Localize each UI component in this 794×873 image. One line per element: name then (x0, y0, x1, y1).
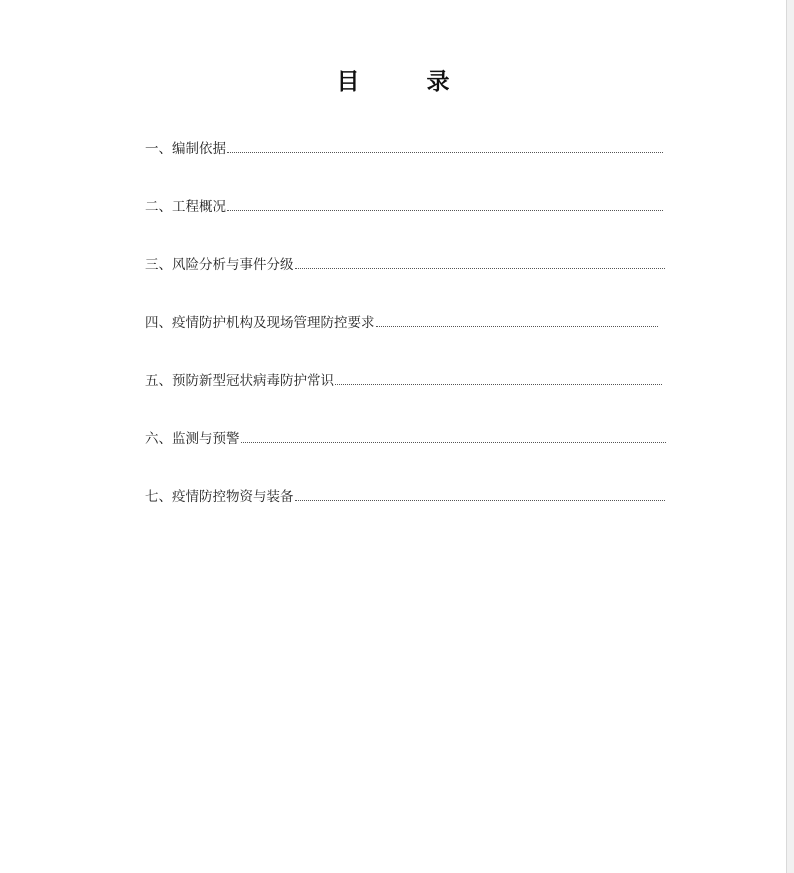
toc-entry-text: 风险分析与事件分级 (172, 257, 294, 273)
dot-leader (335, 384, 662, 385)
toc-entry-number: 二、 (145, 199, 172, 215)
toc-entry-1[interactable] (145, 133, 670, 191)
toc-entry-number: 五、 (145, 373, 172, 389)
toc-entry-number: 六、 (145, 431, 172, 447)
toc-entry-number: 三、 (145, 257, 172, 273)
toc-entry-3[interactable] (145, 249, 670, 307)
dot-leader (295, 500, 666, 501)
dot-leader (227, 152, 663, 153)
toc-entry-7[interactable] (145, 481, 670, 539)
toc-entry-number: 四、 (145, 315, 172, 331)
toc-entry-6[interactable] (145, 423, 670, 481)
toc-entry-text: 编制依据 (172, 141, 226, 157)
toc-entry-text: 疫情防控物资与装备 (172, 489, 294, 505)
toc-entry-text: 监测与预警 (172, 431, 240, 447)
dot-leader (241, 442, 667, 443)
toc-entry-5[interactable] (145, 365, 670, 423)
toc-entry-2[interactable] (145, 191, 670, 249)
toc-entry-number: 七、 (145, 489, 172, 505)
page-edge-scrollbar[interactable] (786, 0, 794, 873)
toc-entry-number: 一、 (145, 141, 172, 157)
table-of-contents (145, 133, 670, 539)
page-title: 目 录 (336, 69, 472, 95)
dot-leader (295, 268, 666, 269)
toc-entry-4[interactable] (145, 307, 670, 365)
toc-entry-text: 疫情防护机构及现场管理防控要求 (172, 315, 375, 331)
dot-leader (376, 326, 659, 327)
toc-entry-text: 工程概况 (172, 199, 226, 215)
toc-entry-text: 预防新型冠状病毒防护常识 (172, 373, 334, 389)
dot-leader (227, 210, 663, 211)
